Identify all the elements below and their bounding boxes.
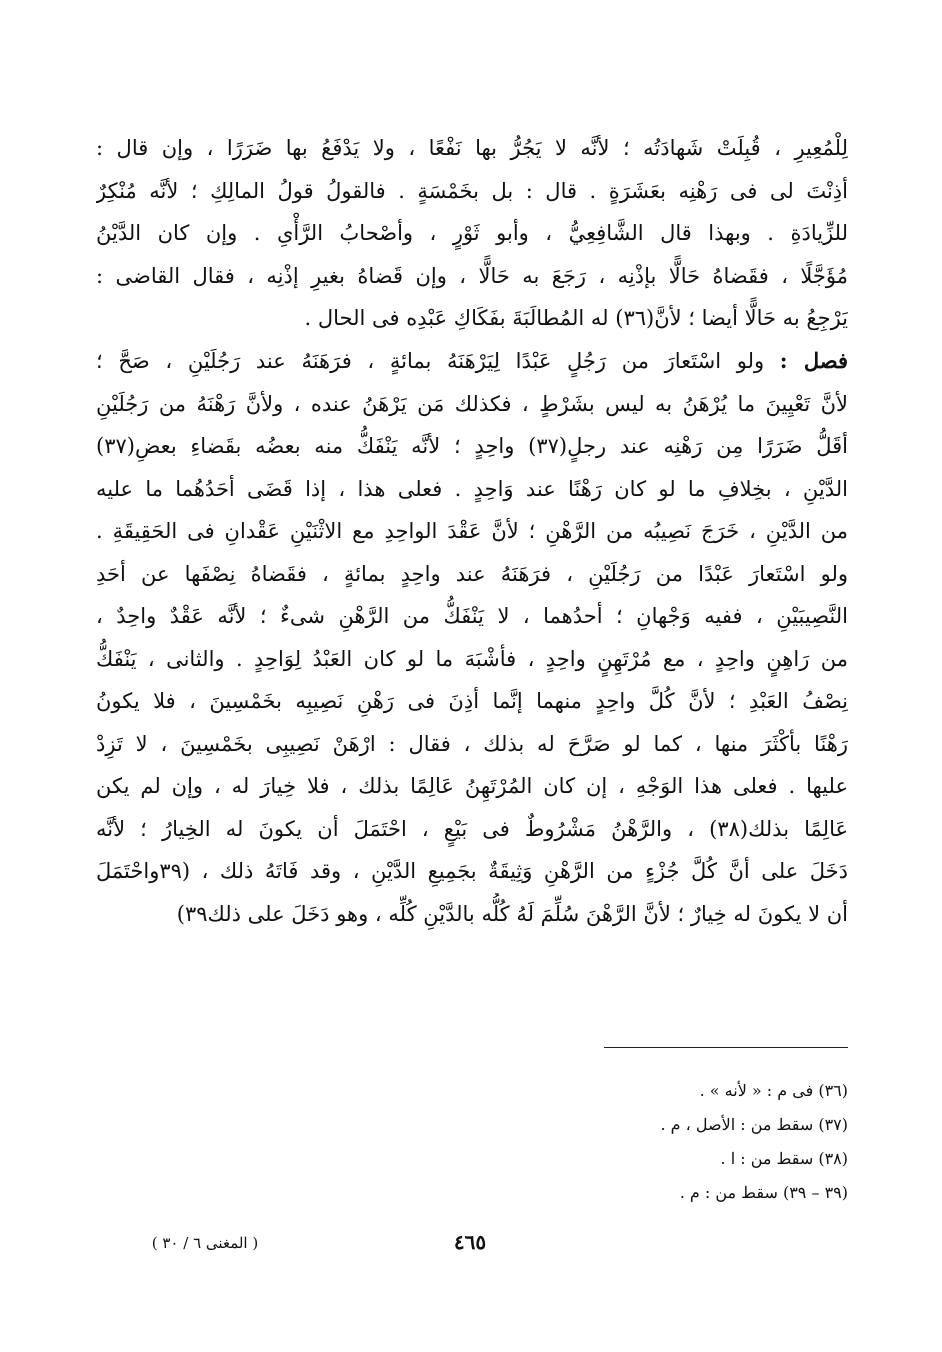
text-line-rest: ولو اسْتَعارَ من رَجُلٍ عَبْدًا لِيَرْهَنَهُ بمائةٍ ، فرَهَنَهُ عند رَجُلَيْنِ ، صَحَّ ؛ xyxy=(96,349,765,373)
text-line: مُؤَجَّلًا ، فقَضاهُ حَالًّا بإذْنِه ، رَجَعَ به حَالًّا ، وإن قَضاهُ بغيرِ إذْنِه ، فقال القاضى : xyxy=(96,263,848,288)
footnotes xyxy=(440,1074,848,1210)
text-line: من رَاهِنٍ واحِدٍ ، مع مُرْتَهِنٍ واحِدٍ ، فأشْبَهَ ما لو كان العَبْدُ لِوَاحِدٍ . والثانى ، يَنْفَكُّ xyxy=(96,646,848,671)
text-line: أن لا يكونَ له خِيارٌ ؛ لأنَّ الرَّهْنَ سُلِّمَ لَهُ كُلُّه بالدَّيْنِ كُلِّه ، وهو دَخَلَ على ذلك٣٩) xyxy=(176,901,848,926)
text-line: النَّصِيبَيْنِ ، ففيه وَجْهانِ ؛ أحدُهما ، لا يَنْفَكُّ من الرَّهْنِ شىءٌ ؛ لأنَّه عَقْدٌ واحِدٌ ، xyxy=(96,604,848,628)
footnote: (٣٨) سقط من : ا . xyxy=(720,1149,848,1168)
text-line: أذِنْتَ لى فى رَهْنِه بعَشَرَةٍ . قال : بل بخَمْسَةٍ . فالقولُ قولُ المالِكِ ؛ لأنَّه مُنْكِرٌ xyxy=(96,178,848,203)
text-line: يَرْجِعُ به حَالًّا أيضا ؛ لأنَّ(٣٦) له المُطالَبَةَ بفَكَاكِ عَبْدِه فى الحال . xyxy=(304,306,848,330)
section-label-fasl: فصل : xyxy=(779,348,848,373)
text-line: لِلْمُعِيرِ ، قُبِلَتْ شَهادَتُه ؛ لأنَّه لا يَجُرُّ بها نَفْعًا ، ولا يَدْفَعُ بها ضَرَرًا ، وإن قال : xyxy=(96,136,848,160)
footnote: (٣٩ – ٣٩) سقط من : م . xyxy=(679,1183,848,1202)
footnote: (٣٧) سقط من : الأصل ، م . xyxy=(660,1115,848,1134)
paragraph-2 xyxy=(96,340,848,935)
text-line: دَخَلَ على أنَّ كُلَّ جُزْءٍ من الرَّهْنِ وَثِيقَةٌ بجَمِيعِ الدَّيْنِ ، وقد فَاتَهُ ذلك ، (٣٩واحْتَمَلَ xyxy=(96,859,848,883)
text-line: لأنَّ تَعْيِينَ ما يُرْهَنُ به ليس بشَرْطٍ ، فكذلك مَن يَرْهَنُ عنده ، ولأنَّ رَهْنَهُ من رَجُلَيْنِ xyxy=(96,391,848,416)
text-line: نِصْفُ العَبْدِ ؛ لأنَّ كُلَّ واحِدٍ منهما إنَّما أذِنَ فى رَهْنِ نَصِيبِه بخَمْسِينَ ، فلا يكونُ xyxy=(96,689,848,713)
paragraph-1 xyxy=(96,127,848,340)
text-line: من الدَّيْنِ ، خَرَجَ نَصِيبُه من الرَّهْنِ ؛ لأنَّ عَقْدَ الواحِدِ مع الاثْنَيْنِ عَقْدانِ فى الحَقِيقَةِ . xyxy=(96,519,848,543)
text-line: للزِّيادَةِ . وبهذا قال الشَّافِعِيُّ ، وأبو ثَوْرٍ ، وأصْحابُ الرَّأْىِ . وإن كان الدَّيْنُ xyxy=(96,221,848,245)
text-line: الدَّيْنِ ، بخِلافِ ما لو كان رَهْنًا عند وَاحِدٍ . فعلى هذا ، إذا قَضَى أحَدُهُما ما عليه xyxy=(96,476,848,501)
footnote-separator xyxy=(604,1047,848,1048)
text-line-first xyxy=(96,340,848,383)
text-line: عَالِمًا بذلك(٣٨) ، والرَّهْنُ مَشْرُوطٌ فى بَيْعٍ ، احْتَمَلَ أن يكونَ له الخِيارُ ؛ لأنَّه xyxy=(96,816,848,841)
text-line: ولو اسْتَعارَ عَبْدًا من رَجُلَيْنِ ، فرَهَنَهُ عند واحِدٍ بمائةٍ ، فقَضاهُ نِصْفَها عن أحَدِ xyxy=(96,561,848,586)
page-number: ٤٦٥ xyxy=(453,1230,487,1254)
volume-signature: ( المغنى ٦ / ٣٠ ) xyxy=(151,1234,259,1252)
text-line: أقَلُّ ضَرَرًا مِن رَهْنِه عند رجلٍ(٣٧) واحِدٍ ؛ لأنَّه يَنْفَكُّ منه بعضُه بقَضاءِ بعضِ(٣٧) xyxy=(96,434,848,458)
footnote: (٣٦) فى م : « لأنه » . xyxy=(699,1081,848,1100)
text-line: رَهْنًا بأكْثَرَ منها ، كما لو صَرَّحَ له بذلك ، فقال : ارْهَنْ نَصِيبِى بخَمْسِينَ ، لا تَزِدْ xyxy=(96,731,848,756)
text-line: عليها . فعلى هذا الوَجْهِ ، إن كان المُرْتَهِنُ عَالِمًا بذلك ، فلا خِيارَ له ، وإن لم يكن xyxy=(96,774,848,798)
